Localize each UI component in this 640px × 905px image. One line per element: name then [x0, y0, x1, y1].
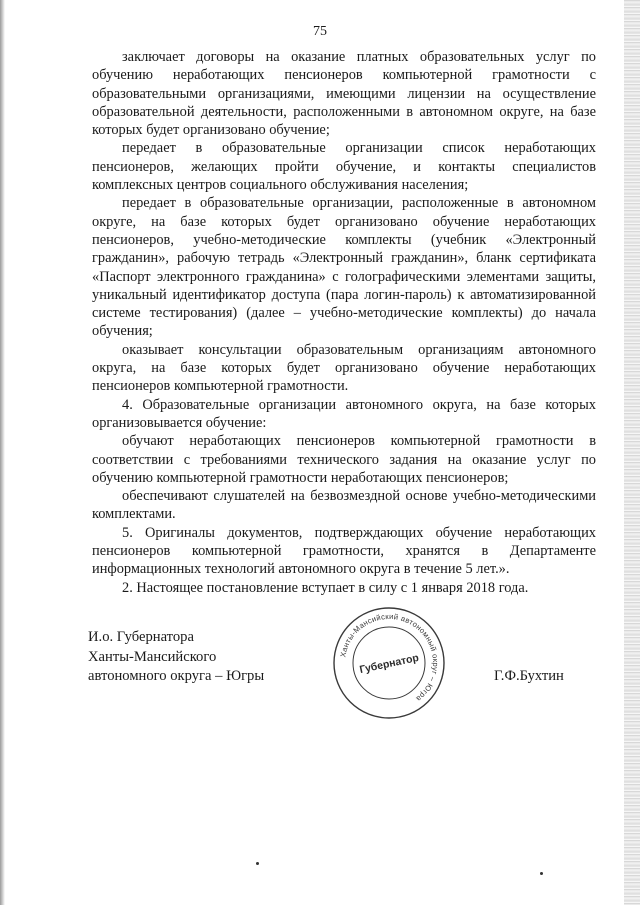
paragraph-contracts: заключает договоры на оказание платных образовательных услуг по обучению неработающих пенсионеров компьютерной грамотности с образовательными организациями, имеющими лицензии на осуществление образовательной деятельности, расположенными в автономном округе, на базе которых будет организовано обучение;	[92, 49, 596, 139]
document-body	[92, 48, 596, 597]
signatory-title-line-1: И.о. Губернатора	[88, 629, 194, 645]
scan-right-edge	[624, 0, 640, 905]
paragraph-teach: обучают неработающих пенсионеров компьютерной грамотности в соответствии с требованиями технического задания на оказание услуг по обучению компьютерной грамотности неработающих пенсионеров;	[92, 433, 596, 486]
paragraph-consultations: оказывает консультации образовательным организациям автономного округа, на базе которых будет организовано обучение неработающих пенсионеров компьютерной грамотности.	[92, 341, 596, 395]
paragraph-clause-5: 5. Оригиналы документов, подтверждающих обучение неработающих пенсионеров компьютерной грамотности, хранятся в Департаменте информационных технологий автономного округа в течение 5 лет.».	[92, 524, 596, 578]
signer-name: Г.Ф.Бухтин	[494, 668, 564, 684]
paragraph-study-kits: передает в образовательные организации, расположенные в автономном округе, на базе которых будет организовано обучение неработающих пенсионеров, учебно-методические комплекты (учебник «Электронный гражданин», рабочую тетрадь «Электронный гражданин», бланк сертификата «Паспорт электронного гражданина» с голографическими элементами защиты, уникальный идентификатор доступа (пара логин-пароль) к автоматизированной системе тестирования) (далее – учебно-методические комплекты) до начала обучения;	[92, 195, 596, 340]
official-seal	[330, 604, 448, 722]
scan-left-edge	[0, 0, 5, 905]
signatory-title-line-2: Ханты-Мансийского	[88, 648, 217, 665]
signatory-title-line-3: автономного округа – Югры	[88, 668, 265, 684]
signatory-title	[88, 628, 264, 687]
scan-speck	[540, 872, 543, 875]
paragraph-provide-kits: обеспечивают слушателей на безвозмездной основе учебно-методическими комплектами.	[92, 488, 596, 523]
seal-ring-text: Ханты-Мансийский автономный округ – Югра	[338, 611, 441, 704]
paragraph-clause-4: 4. Образовательные организации автономного округа, на базе которых организовывается обучение:	[92, 396, 596, 431]
scan-speck	[256, 862, 259, 865]
paragraph-effective-date: 2. Настоящее постановление вступает в силу с 1 января 2018 года.	[122, 579, 529, 596]
seal-center-label: Губернатор	[358, 651, 420, 677]
page-number: 75	[313, 24, 327, 39]
paragraph-pensioner-list: передает в образовательные организации список неработающих пенсионеров, желающих пройти обучение, и контакты специалистов комплексных центров социального обслуживания населения;	[92, 140, 596, 194]
